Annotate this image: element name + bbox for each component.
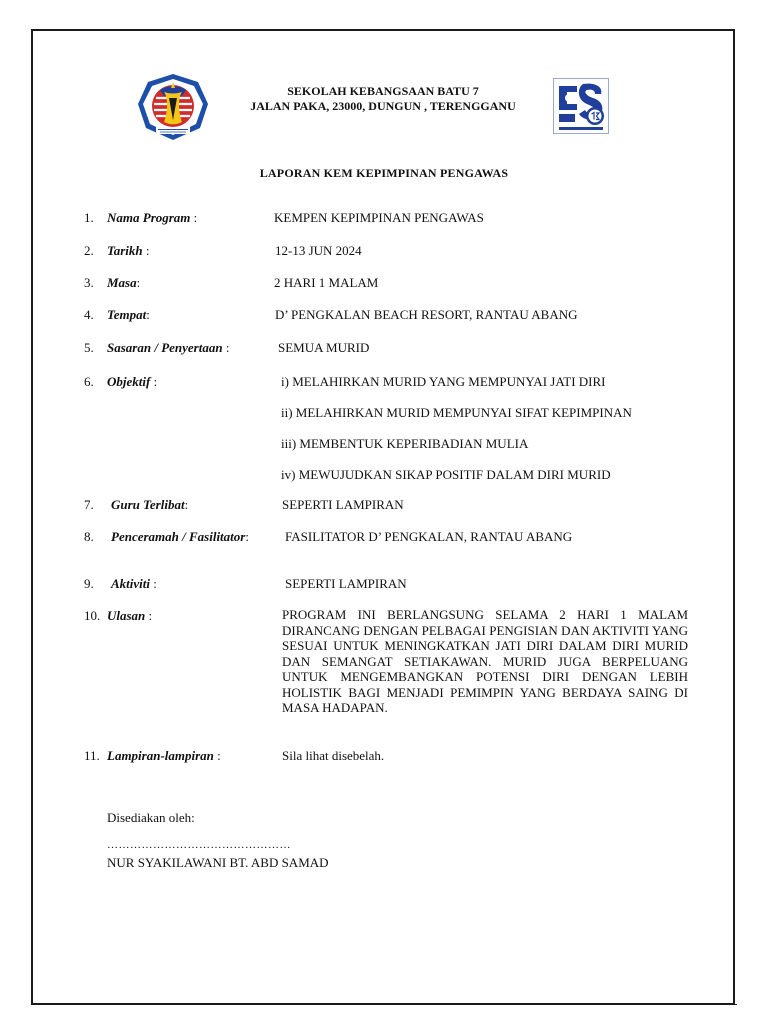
ministry-logo (553, 78, 609, 134)
item-number: 4. (84, 307, 94, 322)
item-label: Lampiran-lampiran : (107, 748, 221, 763)
item-label: Masa: (107, 275, 141, 290)
item-value: Sila lihat disebelah. (282, 748, 385, 763)
item-number: 11. (84, 748, 100, 763)
item-value: D’ PENGKALAN BEACH RESORT, RANTAU ABANG (275, 307, 578, 322)
item-value: KEMPEN KEPIMPINAN PENGAWAS (274, 210, 484, 225)
item-number: 6. (84, 374, 94, 389)
objective-4: iv) MEWUJUDKAN SIKAP POSITIF DALAM DIRI MURID (281, 467, 611, 482)
signature-line: ………………………………………… (107, 839, 291, 851)
preparer-name: NUR SYAKILAWANI BT. ABD SAMAD (107, 855, 329, 870)
prepared-by-label: Disediakan oleh: (107, 810, 195, 825)
item-number: 9. (84, 576, 94, 591)
item-label: Objektif : (107, 374, 158, 389)
objective-2: ii) MELAHIRKAN MURID MEMPUNYAI SIFAT KEPIMPINAN (281, 405, 632, 420)
item-label: Ulasan : (107, 608, 153, 623)
item-number: 2. (84, 243, 94, 258)
objective-3: iii) MEMBENTUK KEPERIBADIAN MULIA (281, 436, 529, 451)
item-value: SEMUA MURID (278, 340, 370, 355)
school-address: JALAN PAKA, 23000, DUNGUN , TERENGGANU (250, 99, 516, 113)
item-value: SEPERTI LAMPIRAN (282, 497, 404, 512)
review-paragraph: PROGRAM INI BERLANGSUNG SELAMA 2 HARI 1 MALAM DIRANCANG DENGAN PELBAGAI PENGISIAN DAN AKTIVITI YANG SESUAI UNTUK MENINGKATKAN JATI DIRI DALAM DIRI MURID DAN SEMANGAT SETIAKAWAN. MURID JUGA BERPELUANG UNTUK MENGEMBANGKAN POTENSI DIRI DENGAN LEBIH HOLISTIK BAGI MENJADI PEMIMPIN YANG BERDAYA SAING DI MASA HADAPAN. (282, 607, 688, 715)
item-number: 1. (84, 210, 94, 225)
item-value: FASILITATOR D’ PENGKALAN, RANTAU ABANG (285, 529, 573, 544)
school-header (210, 84, 556, 114)
objective-1: i) MELAHIRKAN MURID YANG MEMPUNYAI JATI DIRI (281, 374, 606, 389)
item-number: 8. (84, 529, 94, 544)
item-number: 7. (84, 497, 94, 512)
item-label: Nama Program : (107, 210, 198, 225)
item-value: 2 HARI 1 MALAM (274, 275, 379, 290)
item-label: Aktiviti : (111, 576, 157, 591)
item-label: Sasaran / Penyertaan : (107, 340, 230, 355)
item-value: 12-13 JUN 2024 (275, 243, 362, 258)
page-border-bottom-line (31, 1004, 737, 1005)
item-label: Tarikh : (107, 243, 150, 258)
school-crest-logo (136, 72, 210, 142)
item-label: Guru Terlibat: (111, 497, 189, 512)
item-value: SEPERTI LAMPIRAN (285, 576, 407, 591)
item-number: 3. (84, 275, 94, 290)
item-label: Tempat: (107, 307, 150, 322)
school-name: SEKOLAH KEBANGSAAN BATU 7 (287, 84, 479, 98)
item-label: Penceramah / Fasilitator: (111, 529, 249, 544)
document-title: LAPORAN KEM KEPIMPINAN PENGAWAS (259, 166, 509, 180)
item-number: 5. (84, 340, 94, 355)
item-number: 10. (84, 608, 101, 623)
